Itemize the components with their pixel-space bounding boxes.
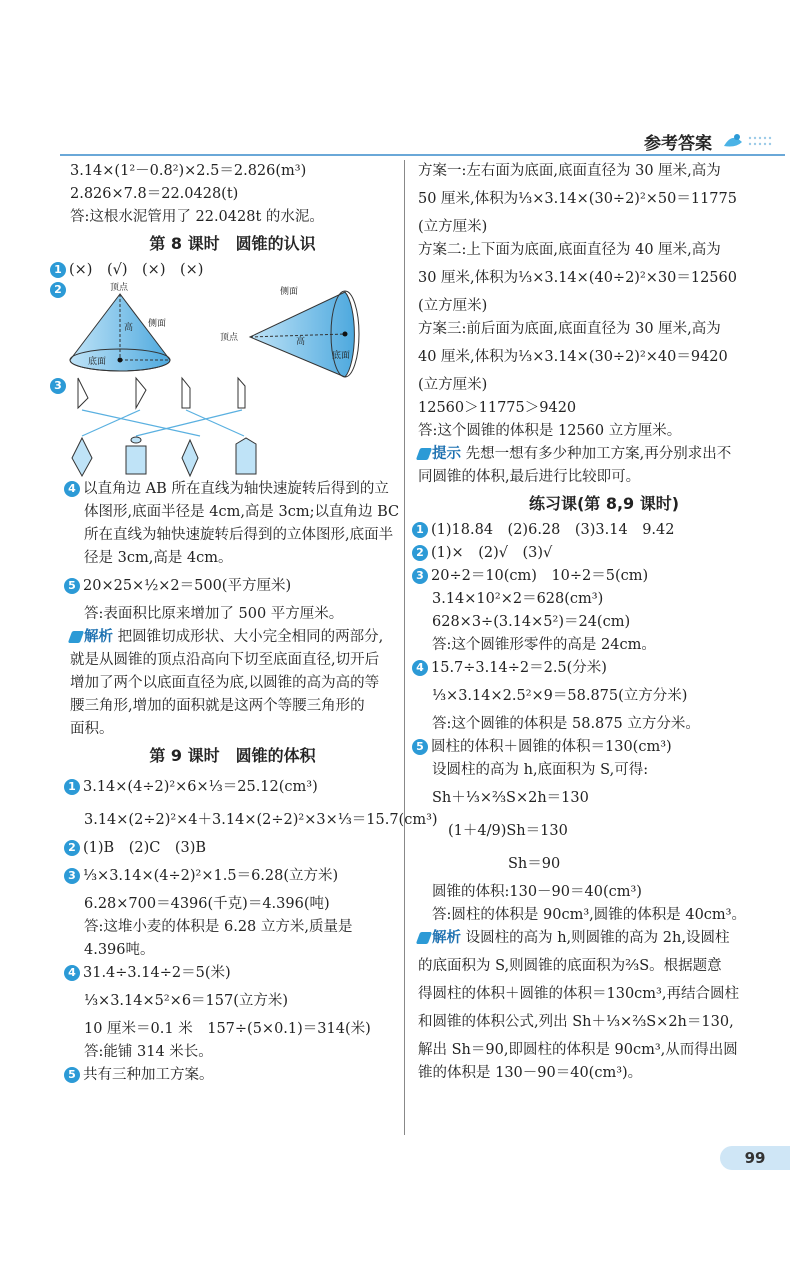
plan-line: 方案三:前后面为底面,底面直径为 30 厘米,高为	[418, 321, 721, 337]
bird-logo-icon	[720, 128, 780, 154]
jiexi-line: 解出 Sh＝90,即圆柱的体积是 90cm³,从而得出圆	[418, 1042, 738, 1058]
answer-q4-line: 径是 3cm,高是 4cm。	[84, 550, 233, 566]
pencil-icon	[416, 448, 432, 460]
header-rule	[60, 154, 785, 156]
section-title-practice: 练习课(第 8,9 课时)	[528, 494, 680, 513]
answer-line: 10 厘米＝0.1 米 157÷(5×0.1)＝314(米)	[84, 1021, 371, 1037]
cone-diagram	[70, 282, 395, 378]
plan-line: 答:这个圆锥的体积是 12560 立方厘米。	[418, 423, 682, 439]
answer-line: 答:这个圆锥的体积是 58.875 立方分米。	[432, 716, 700, 732]
cone-figures	[54, 282, 395, 378]
plan-line: 方案二:上下面为底面,底面直径为 40 厘米,高为	[418, 242, 721, 258]
jiexi-tag: 解析	[84, 629, 113, 645]
page-number: 99	[720, 1146, 790, 1170]
label-height: 高	[296, 337, 306, 347]
answer-line: 答:能铺 314 米长。	[84, 1044, 213, 1060]
text-line: 答:这根水泥管用了 22.0428t 的水泥。	[70, 209, 324, 225]
answer-line: (1)18.84 (2)6.28 (3)3.14 9.42	[431, 522, 675, 538]
answer-line: Sh＝90	[508, 856, 561, 872]
jiexi-line: 和圆锥的体积公式,列出 Sh＋⅓×⅔S×2h＝130,	[418, 1014, 734, 1030]
label-base: 底面	[332, 351, 351, 361]
plan-line: 30 厘米,体积为⅓×3.14×(40÷2)²×30＝12560	[418, 270, 737, 286]
answer-line: Sh＋⅓×⅔S×2h＝130	[432, 790, 589, 806]
tishi-line: 先想一想有多少种加工方案,再分别求出不	[465, 446, 732, 462]
answer-line: 628×3÷(3.14×5²)＝24(cm)	[432, 614, 631, 630]
section-title-lesson-8: 第 8 课时 圆锥的认识	[149, 234, 316, 253]
answer-line: 3.14×(2÷2)²×4＋3.14×(2÷2)²×3×⅓＝15.7(cm³)	[84, 812, 438, 828]
text-line: 3.14×(1²－0.8²)×2.5＝2.826(m³)	[70, 163, 307, 179]
answer-line: ⅓×3.14×(4÷2)²×1.5＝6.28(立方米)	[83, 868, 339, 884]
question-number: 3	[412, 568, 428, 584]
jiexi-line: 腰三角形,增加的面积就是这两个等腰三角形的	[70, 698, 365, 714]
label-vertex: 顶点	[110, 283, 129, 293]
question-number: 2	[64, 840, 80, 856]
jiexi-line: 的底面积为 S,则圆锥的底面积为⅔S。根据题意	[418, 958, 722, 974]
jiexi-line: 设圆柱的高为 h,则圆锥的高为 2h,设圆柱	[465, 930, 730, 946]
answer-line: (1)× (2)√ (3)√	[431, 545, 553, 561]
answer-line: 4.396吨。	[84, 942, 155, 958]
pencil-icon	[416, 932, 432, 944]
question-number: 2	[412, 545, 428, 561]
answer-line: 圆锥的体积:130－90＝40(cm³)	[432, 884, 642, 900]
page-header	[644, 128, 780, 154]
jiexi-line: 把圆锥切成形状、大小完全相同的两部分,	[117, 629, 384, 645]
label-side: 侧面	[148, 319, 167, 329]
question-number: 2	[50, 282, 66, 298]
answer-q4-line: 体图形,底面半径是 4cm,高是 3cm;以直角边 BC	[84, 504, 400, 520]
answer-line: 共有三种加工方案。	[83, 1067, 214, 1083]
tishi-line: 同圆锥的体积,最后进行比较即可。	[418, 469, 641, 485]
answer-line: 15.7÷3.14÷2＝2.5(分米)	[431, 660, 607, 676]
jiexi-line: 得圆柱的体积＋圆锥的体积＝130cm³,再结合圆柱	[418, 986, 739, 1002]
answer-line: 31.4÷3.14÷2＝5(米)	[83, 965, 231, 981]
rotation-matching-figure	[54, 378, 395, 478]
plan-line: (立方厘米)	[418, 219, 488, 235]
plan-line: (立方厘米)	[418, 298, 488, 314]
jiexi-line: 就是从圆锥的顶点沿高向下切至底面直径,切开后	[70, 652, 380, 668]
answer-line: (1＋4/9)Sh＝130	[448, 823, 568, 839]
question-number: 1	[50, 262, 66, 278]
answer-line: 答:这个圆锥形零件的高是 24cm。	[432, 637, 656, 653]
answer-line: 20÷2＝10(cm) 10÷2＝5(cm)	[431, 568, 649, 584]
pencil-icon	[68, 631, 84, 643]
question-number: 4	[412, 660, 428, 676]
answer-q5-line: 答:表面积比原来增加了 500 平方厘米。	[84, 606, 344, 622]
answer-q1: (×) (√) (×) (×)	[69, 262, 204, 278]
label-side: 侧面	[280, 287, 299, 297]
plan-line: 50 厘米,体积为⅓×3.14×(30÷2)²×50＝11775	[418, 191, 737, 207]
question-number: 5	[64, 1067, 80, 1083]
plan-line: 方案一:左右面为底面,底面直径为 30 厘米,高为	[418, 163, 721, 179]
answer-line: 3.14×(4÷2)²×6×⅓＝25.12(cm³)	[83, 779, 318, 795]
answer-q4-line: 所在直线为轴快速旋转后得到的立体图形,底面半	[84, 527, 394, 543]
label-vertex: 顶点	[220, 333, 239, 343]
answer-line: (1)B (2)C (3)B	[83, 840, 207, 856]
answer-q4-line: 以直角边 AB 所在直线为轴快速旋转后得到的立	[83, 481, 389, 497]
jiexi-tag: 解析	[432, 930, 461, 946]
answer-line: ⅓×3.14×2.5²×9＝58.875(立方分米)	[432, 688, 688, 704]
column-divider	[404, 160, 405, 1135]
question-number: 5	[64, 578, 80, 594]
jiexi-line: 面积。	[70, 721, 114, 737]
tishi-tag: 提示	[432, 446, 461, 462]
answer-q5-line: 20×25×½×2＝500(平方厘米)	[83, 578, 292, 594]
answer-line: 答:圆柱的体积是 90cm³,圆锥的体积是 40cm³。	[432, 907, 746, 923]
question-number: 1	[64, 779, 80, 795]
jiexi-line: 增加了两个以底面直径为底,以圆锥的高为高的等	[70, 675, 380, 691]
question-number: 5	[412, 739, 428, 755]
question-number: 1	[412, 522, 428, 538]
label-height: 高	[124, 323, 134, 333]
question-number: 4	[64, 965, 80, 981]
question-number: 4	[64, 481, 80, 497]
header-title: 参考答案	[644, 133, 712, 154]
question-number: 3	[50, 378, 66, 394]
answer-line: 6.28×700＝4396(千克)＝4.396(吨)	[84, 896, 330, 912]
matching-diagram	[70, 378, 395, 478]
left-column	[54, 160, 438, 1087]
question-number: 3	[64, 868, 80, 884]
plan-line: (立方厘米)	[418, 377, 488, 393]
answer-line: 3.14×10²×2＝628(cm³)	[432, 591, 604, 607]
answer-line: ⅓×3.14×5²×6＝157(立方米)	[84, 993, 289, 1009]
section-title-lesson-9: 第 9 课时 圆锥的体积	[149, 746, 316, 765]
plan-line: 40 厘米,体积为⅓×3.14×(30÷2)²×40＝9420	[418, 349, 728, 365]
answer-line: 圆柱的体积＋圆锥的体积＝130(cm³)	[431, 739, 672, 755]
plan-line: 12560＞11775＞9420	[418, 400, 577, 416]
label-base: 底面	[88, 357, 107, 367]
jiexi-line: 锥的体积是 130－90＝40(cm³)。	[418, 1065, 643, 1081]
answer-line: 答:这堆小麦的体积是 6.28 立方米,质量是	[84, 919, 353, 935]
text-line: 2.826×7.8＝22.0428(t)	[70, 186, 239, 202]
right-column	[418, 160, 790, 1085]
answer-line: 设圆柱的高为 h,底面积为 S,可得:	[432, 762, 649, 778]
